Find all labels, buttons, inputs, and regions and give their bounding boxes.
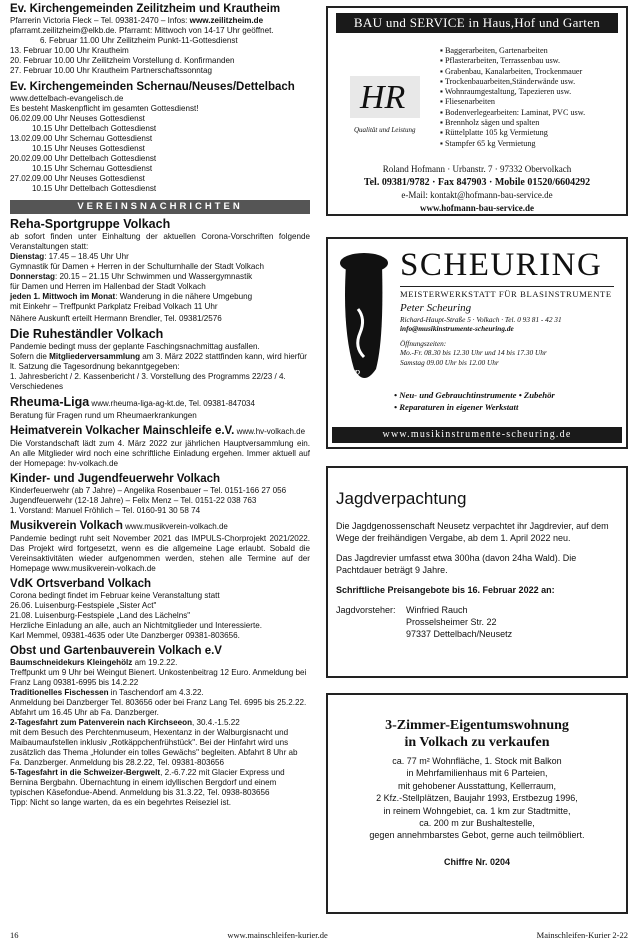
section-title: Ev. Kirchengemeinden Zeilitzheim und Krautheim: [10, 3, 281, 15]
ad-hofmann-bau: [326, 6, 628, 216]
paragraph: Schriftliche Preisangebote bis 16. Februar 2022 an:: [336, 585, 555, 595]
service-row: [10, 114, 310, 124]
text-line: Anmeldung bei Danzberger Tel. 803656 oder bei Franz Lang Tel. 6995 bis 25.2.22. Abfahrt um 16.45 Uhr ab Fa. Danzberger.: [10, 698, 307, 717]
text-line: [10, 658, 310, 668]
text-line: Karl Memmel, 09381-4635 oder Ute Danzberger 09381-803656.: [10, 631, 240, 640]
svg-text:HR: HR: [360, 79, 406, 116]
service-time: 10.15 Uhr Neuses Gottesdienst: [32, 144, 145, 153]
service-date: [10, 144, 32, 154]
address-line: Winfried Rauch: [406, 605, 468, 615]
text-line: Jugendfeuerwehr (12-18 Jahre) – Felix Menz – Tel. 0151-22 038 763: [10, 496, 257, 505]
website-link[interactable]: www.rheuma-liga-ag-kt.de, Tel. 09381-847034: [89, 399, 255, 408]
title-text: Heimatverein Volkacher Mainschleife e.V.: [10, 425, 235, 437]
text-line: Nähere Auskunft erteilt Hermann Brendler, Tel. 09381/2576: [10, 314, 222, 323]
text-bold: Dienstag: [10, 252, 45, 261]
section-title: Obst und Gartenbauverein Volkach e.V: [10, 645, 222, 657]
text-bold: Baumschneidekurs Kleingehölz: [10, 658, 133, 667]
text-line: mit dem Besuch des Perchtenmuseum, Hexentanz in der Walburgisnacht und Maibaumaufstellen inklusiv „Rotkäppchenfrühstück". Bei der Hinfahrt wird uns zusätzlich das Thema „Holunder ein tolles Gewächs" begleiten. Abfahrt 8 Uhr ab Fa. Danzberger. Anmeldung bis 28.2.22, Tel. 09381-803656: [10, 728, 298, 767]
text-line: mit Einkehr – Treffpunkt Parkplatz Freibad Volkach 11 Uhr: [10, 302, 218, 311]
service-row: [10, 134, 310, 144]
service-row: [10, 144, 310, 154]
title-line: 3-Zimmer-Eigentumswohnung: [385, 718, 569, 733]
feature-line: • Neu- und Gebrauchtinstrumente • Zubehör: [394, 390, 555, 400]
section-feuerwehr: [10, 472, 310, 516]
contact-label: Jagdvorsteher:: [336, 605, 396, 615]
hr-logo-icon: [340, 68, 434, 138]
hours-line: Samstag 09.00 Uhr bis 12.00 Uhr: [400, 357, 499, 367]
address-line: Roland Hofmann · Urbanstr. 7 · 97332 Obervolkach: [382, 164, 572, 174]
detail-line: mit gehobener Ausstattung, Kellerraum,: [397, 780, 557, 791]
section-title: VdK Ortsverband Volkach: [10, 578, 152, 590]
section-vdk: [10, 577, 310, 641]
contact-info: [400, 301, 622, 367]
text-line: [10, 352, 310, 372]
text-span: : 20.15 – 21.15 Uhr Schwimmen und Wassergymnastik: [54, 272, 253, 281]
text-bold: 5-Tagesfahrt in die Schweizer-Bergwelt: [10, 768, 161, 777]
service-row: [10, 154, 310, 164]
service-list: [440, 46, 585, 149]
phone-line: Tel. 09381/9782 · Fax 847903 · Mobile 01520/6604292: [363, 177, 591, 188]
chiffre-number: Chiffre Nr. 0204: [443, 856, 511, 867]
title-text: Musikverein Volkach: [10, 520, 123, 532]
service-item: ▪ Baggerarbeiten, Gartenarbeiten: [440, 46, 585, 56]
brand-subtitle: MEISTERWERKSTATT FÜR BLASINSTRUMENTE: [400, 286, 614, 299]
text-span: in Taschendorf am 4.3.22.: [108, 688, 204, 697]
hours-label: Öffnungszeiten:: [400, 338, 447, 348]
title-text: Rheuma-Liga: [10, 395, 90, 409]
text-line: [10, 252, 310, 262]
detail-line: ca. 77 m² Wohnfläche, 1. Stock mit Balkon: [392, 756, 562, 766]
service-item: ▪ Trockenbauarbeiten,Ständerwände usw.: [440, 77, 585, 87]
section-obst: [10, 644, 310, 808]
logo-tagline: Qualität und Leistung: [354, 126, 416, 134]
event-line: 20. Februar 10.00 Uhr Zeilitzheim Vorstellung d. Konfirmanden: [10, 56, 235, 65]
section-title: Die Ruheständler Volkach: [10, 327, 164, 341]
section-title: Reha-Sportgruppe Volkach: [10, 217, 171, 231]
service-item: ▪ Wohnraumgestaltung, Tapezieren usw.: [440, 87, 585, 97]
address-line: Prosselsheimer Str. 22: [406, 617, 497, 627]
service-date: 27.02.: [10, 174, 33, 183]
service-time: 10.15 Uhr Dettelbach Gottesdienst: [32, 184, 157, 193]
text-line: Pandemie bedingt muss der geplante Faschingsnachmittag ausfallen.: [10, 342, 260, 351]
service-row: [10, 164, 310, 174]
service-row: [10, 184, 310, 194]
website-link[interactable]: www.zeilitzheim.de: [189, 16, 264, 25]
service-item: ▪ Bodenverlegearbeiten: Laminat, PVC usw.: [440, 108, 585, 118]
title-line: in Volkach zu verkaufen: [404, 735, 550, 750]
service-time: 09.00 Uhr Neuses Gottesdienst: [32, 174, 145, 183]
details-list: [328, 755, 626, 842]
service-date: 20.02.: [10, 154, 33, 163]
service-item: ▪ Stampfer 65 kg Vermietung: [440, 139, 585, 149]
text-span: , 2.-6.7.22 mit Glacier Express und Bernina Bergbahn. Übernachtung in einem idyllischen Bergdorf und einem typischen Käsefondue-Abend. Anmeldung bis 31.3.22, Tel. 0938-803656: [10, 768, 285, 797]
service-item: ▪ Rüttelplatte 105 kg Vermietung: [440, 128, 585, 138]
text-bold: 2-Tagesfahrt zum Patenverein nach Kirchseeon: [10, 718, 193, 727]
text-line: 1. Vorstand: Manuel Fröhlich – Tel. 0160-91 30 58 74: [10, 506, 201, 515]
paragraph: Das Jagdrevier umfasst etwa 300ha (davon 24ha Wald). Die Pachtdauer beträgt 9 Jahre.: [336, 553, 577, 575]
detail-line: gegen annehmbarstes Gebot, gerne auch teilmöbliert.: [369, 830, 585, 841]
address-line: 97337 Dettelbach/Neusetz: [406, 629, 513, 639]
section-rheuma: [10, 395, 310, 421]
section-title: [10, 519, 310, 534]
text-line: ab sofort finden unter Einhaltung der aktuellen Corona-Vorschriften folgende Veranstaltungen statt:: [10, 232, 310, 251]
text-bold: Mitgliederversammlung: [49, 352, 141, 361]
ad-scheuring: [326, 237, 628, 449]
text-line: Pandemie bedingt ruht seit November 2021 das IMPULS-Chorprojekt 2021/2022. Das Projekt wird fortgesetzt, wenn es die allgemeine Lage erlaubt. Sobald die Vereinsaktivitäten wieder aufgenommen werden, stehen alle Termine auf der Homepage www.musikverein-volkach.de: [10, 534, 310, 573]
detail-line: in Mehrfamilienhaus mit 6 Parteien,: [406, 768, 548, 779]
website-link[interactable]: www.hofmann-bau-service.de: [420, 203, 534, 213]
service-time: 09.00 Uhr Schernau Gottesdienst: [32, 134, 153, 143]
text-line: [10, 272, 310, 282]
website-link[interactable]: www.musikinstrumente-scheuring.de: [332, 427, 622, 443]
text-line: Kinderfeuerwehr (ab 7 Jahre) – Angelika Rosenbauer – Tel. 0151-166 27 056: [10, 486, 287, 495]
contact-block: [336, 604, 618, 640]
text-line: [10, 292, 310, 302]
contact-line: Pfarrerin Victoria Fleck – Tel. 09381-2470 – Infos:: [10, 16, 190, 25]
service-date: [10, 164, 32, 174]
text-bold: jeden 1. Mittwoch im Monat: [10, 292, 116, 301]
service-date: [10, 124, 32, 134]
hours-line: Mo.-Fr. 08.30 bis 12.30 Uhr und 14 bis 17.30 Uhr: [400, 348, 547, 358]
website-link[interactable]: www.mainschleifen-kurier.de: [227, 930, 328, 940]
section-title: [10, 395, 310, 411]
section-heimat: [10, 424, 310, 469]
service-item: ▪ Grabenbau, Kanalarbeiten, Trockenmauer: [440, 67, 585, 77]
service-item: ▪ Fliesenarbeiten: [440, 97, 585, 107]
service-item: ▪ Pflasterarbeiten, Terrassenbau usw.: [440, 56, 585, 66]
text-span: am 19.2.22.: [132, 658, 178, 667]
text-line: Beratung für Fragen rund um Rheumaerkrankungen: [10, 411, 197, 420]
service-row: [10, 174, 310, 184]
text-span: Sofern die: [10, 352, 50, 361]
paragraph: Die Jagdgenossenschaft Neusetz verpachtet ihr Jagdrevier, auf dem Wege der freihändigen Vergabe, ab dem 1. April 2022 neu.: [336, 521, 609, 543]
section-schernau: [10, 80, 310, 194]
section-zeilitzheim: [10, 2, 310, 76]
text-span: , 30.4.-1.5.22: [192, 718, 240, 727]
text-line: Treffpunkt um 9 Uhr bei Weingut Bienert. Unkostenbeitrag 12 Euro. Anmeldung bei Franz Lang 09381-6995 bis 14.2.22: [10, 668, 307, 687]
detail-line: in reinem Wohngebiet, ca. 1 km zur Stadtmitte,: [383, 805, 571, 816]
text-line: 21.08. Luisenburg-Festspiele „Land des Lächelns": [10, 611, 191, 620]
section-title: Kinder- und Jugendfeuerwehr Volkach: [10, 473, 221, 485]
service-row: [10, 124, 310, 134]
text-bold: Traditionelles Fischessen: [10, 688, 109, 697]
address-line: Richard-Haupt-Straße 5 · Volkach · Tel. 0 93 81 - 42 31: [400, 315, 562, 324]
event-line: 13. Februar 10.00 Uhr Krautheim: [10, 46, 129, 55]
text-line: 1. Jahresbericht / 2. Kassenbericht / 3. Vorstellung des Programms 22/23 / 4. Verschiedenes: [10, 372, 286, 391]
section-ruhe: [10, 327, 310, 392]
text-line: Tipp: Nicht so lange warten, da es ein begehrtes Reiseziel ist.: [10, 798, 232, 807]
service-time: 09.00 Uhr Neuses Gottesdienst: [32, 114, 145, 123]
section-title: Ev. Kirchengemeinden Schernau/Neuses/Dettelbach: [10, 81, 295, 93]
service-date: [10, 184, 32, 194]
svg-text:P: P: [354, 369, 361, 380]
section-title: [10, 424, 310, 439]
ad-title: BAU und SERVICE in Haus,Hof und Garten: [336, 13, 618, 33]
feature-line: • Reparaturen in eigener Werkstatt: [394, 402, 519, 412]
contact-address: [406, 604, 512, 640]
text-line: [10, 688, 310, 698]
tuba-icon: [336, 249, 392, 391]
owner-name: Peter Scheuring: [400, 302, 472, 314]
service-date: 13.02.: [10, 134, 33, 143]
features: [394, 389, 555, 413]
text-line: für Damen und Herren im Hallenbad der Stadt Volkach: [10, 282, 206, 291]
event-line: 6. Februar 11.00 Uhr Zeilitzheim Punkt-11-Gottesdienst: [40, 36, 238, 45]
brand-name: SCHEURING: [400, 247, 603, 283]
text-line: [10, 718, 310, 728]
text-line: [10, 768, 310, 798]
service-time: 10.15 Uhr Dettelbach Gottesdienst: [32, 124, 157, 133]
service-time: 10.15 Uhr Schernau Gottesdienst: [32, 164, 153, 173]
notice-line: Es besteht Maskenpflicht im gesamten Gottesdienst!: [10, 104, 199, 113]
text-line: Gymnastik für Damen + Herren in der Schulturnhalle der Stadt Volkach: [10, 262, 264, 271]
service-time: 09.00 Uhr Dettelbach Gottesdienst: [32, 154, 157, 163]
email-line: pfarramt.zeilitzheim@elkb.de. Pfarramt: Mittwoch von 14-17 Uhr geöffnet.: [10, 26, 274, 35]
ad-contact: [328, 163, 626, 215]
text-span: am 3. März 2022 stattfinden kann, wird hierfür lt. Satzung die Tagesordnung bekanntgegeben:: [10, 352, 307, 371]
ad-title: Jagdverpachtung: [336, 489, 467, 508]
ad-jagdverpachtung: [326, 466, 628, 678]
website-link[interactable]: www.hv-volkach.de: [234, 427, 306, 436]
website-link[interactable]: www.musikverein-volkach.de: [122, 522, 228, 531]
email-link[interactable]: info@musikinstrumente-scheuring.de: [400, 324, 514, 334]
event-line: 27. Februar 10.00 Uhr Krautheim Partnerschaftssonntag: [10, 66, 213, 75]
text-line: 26.06. Luisenburg-Festspiele „Sister Act": [10, 601, 157, 610]
text-bold: Donnerstag: [10, 272, 55, 281]
service-list: [10, 114, 310, 194]
issue-label: Mainschleifen-Kurier 2-22: [536, 930, 628, 940]
page-number: 16: [10, 930, 19, 940]
detail-line: 2 Kfz.-Stellplätzen, Baujahr 1993, Erstbezug 1996,: [376, 793, 578, 804]
section-musik: [10, 519, 310, 574]
text-line: Herzliche Einladung an alle, auch an Nichtmitglieder und Interessierte.: [10, 621, 262, 630]
text-line: Die Vorstandschaft lädt zum 4. März 2022 zur jährlichen Hauptversammlung ein. An alle Mitglieder wird noch eine schriftliche Einladung ergehen. Immer aktuell auf der Homepage: hv-volkach.de: [10, 439, 310, 468]
service-date: 06.02.: [10, 114, 33, 123]
website-link[interactable]: www.dettelbach-evangelisch.de: [10, 94, 124, 103]
section-reha: [10, 217, 310, 324]
email-link[interactable]: e-Mail: kontakt@hofmann-bau-service.de: [401, 190, 553, 200]
section-bar: VEREINSNACHRICHTEN: [10, 200, 310, 214]
page-footer: [10, 930, 628, 940]
text-line: Corona bedingt findet im Februar keine Veranstaltung statt: [10, 591, 220, 600]
ad-wohnung: [326, 693, 628, 914]
ad-title: [328, 717, 626, 751]
left-column: [10, 2, 310, 808]
detail-line: ca. 200 m zur Bushaltestelle,: [419, 818, 535, 829]
service-item: ▪ Brennholz sägen und spalten: [440, 118, 585, 128]
text-span: : 17.45 – 18.45 Uhr Uhr: [44, 252, 129, 261]
text-span: : Wanderung in die nähere Umgebung: [115, 292, 253, 301]
